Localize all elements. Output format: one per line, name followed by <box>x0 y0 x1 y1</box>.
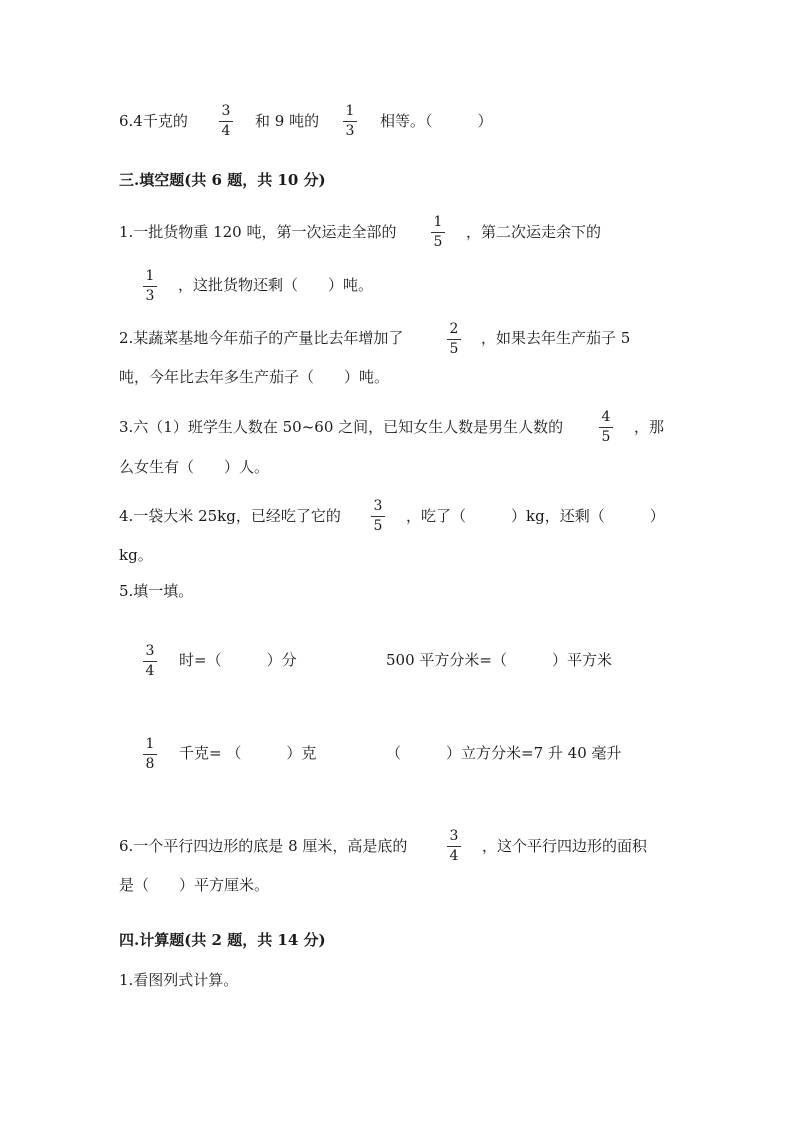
fraction-3-4: 3 4 <box>142 644 158 679</box>
q6-line2: 是（ ）平方厘米。 <box>119 876 270 894</box>
fraction-4-5: 4 5 <box>598 410 614 445</box>
q5-item-volume: （ ）立方分米=7 升 40 毫升 <box>386 744 622 762</box>
tf-q6-text-2: 和 9 吨的 <box>255 112 320 130</box>
tf-q6-text-3: 相等。（ ） <box>380 112 493 130</box>
q5-item-hours-minutes: 时=（ ）分 <box>179 651 297 669</box>
q4-line2: kg。 <box>119 546 153 564</box>
q2-line2: 吨，今年比去年多生产茄子（ ）吨。 <box>119 368 390 386</box>
fraction-3-5: 3 5 <box>370 499 386 534</box>
q3-line1a: 3.六（1）班学生人数在 50~60 之间，已知女生人数是男生人数的 <box>119 418 564 436</box>
section-3-heading: 三.填空题(共 6 题，共 10 分) <box>119 171 326 189</box>
q1-line1b: ，第二次运走余下的 <box>466 223 602 241</box>
fraction-1-8: 1 8 <box>142 737 158 772</box>
q5-item-kg-grams: 千克= （ ）克 <box>179 744 317 762</box>
tf-q6-text-1: 6.4千克的 <box>119 112 188 130</box>
q2-line1b: ，如果去年生产茄子 5 <box>481 329 631 347</box>
q3-line2: 么女生有（ ）人。 <box>119 458 270 476</box>
section-4-heading: 四.计算题(共 2 题，共 14 分) <box>119 931 326 949</box>
calc-question-1: 1.看图列式计算。 <box>119 971 239 989</box>
q1-line2: ，这批货物还剩（ ）吨。 <box>178 276 374 294</box>
fraction-3-4: 3 4 <box>218 104 234 139</box>
q6-line1b: ，这个平行四边形的面积 <box>482 837 648 855</box>
q6-line1a: 6.一个平行四边形的底是 8 厘米，高是底的 <box>119 837 408 855</box>
q5-item-square-units: 500 平方分米=（ ）平方米 <box>386 651 612 669</box>
q2-line1a: 2.某蔬菜基地今年茄子的产量比去年增加了 <box>119 329 404 347</box>
fraction-1-5: 1 5 <box>430 215 446 250</box>
q5-title: 5.填一填。 <box>119 582 194 600</box>
q4-line1b: ，吃了（ ）kg，还剩（ ） <box>406 507 665 525</box>
fraction-3-4: 3 4 <box>446 829 462 864</box>
q4-line1a: 4.一袋大米 25kg，已经吃了它的 <box>119 507 341 525</box>
fraction-1-3: 1 3 <box>342 104 358 139</box>
q1-line1a: 1.一批货物重 120 吨，第一次运走全部的 <box>119 223 397 241</box>
fraction-2-5: 2 5 <box>446 322 462 357</box>
q3-line1b: ，那 <box>634 418 665 436</box>
fraction-1-3: 1 3 <box>142 269 158 304</box>
